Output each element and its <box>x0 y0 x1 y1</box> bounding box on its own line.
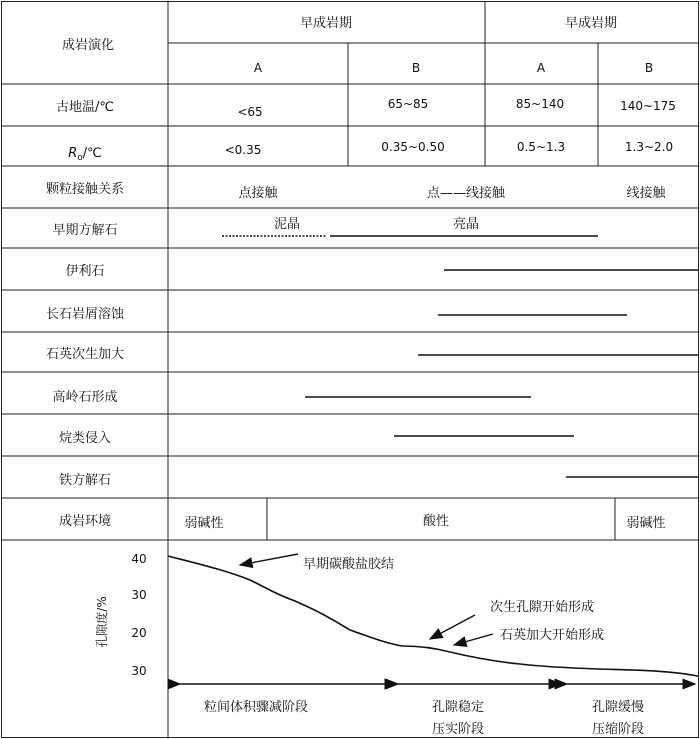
subheader-b-2: B <box>644 61 654 75</box>
ro-value-a1: <0.35 <box>224 143 262 157</box>
grain-contact-point-line: 点——线接触 <box>426 186 506 201</box>
header-early-diagenesis: 早成岩期 <box>299 16 353 31</box>
temperature-value-b1: 65~85 <box>387 97 429 111</box>
row-label-diagenetic-evolution: 成岩演化 <box>61 38 115 53</box>
row-label-kaolinite: 高岭石形成 <box>52 390 118 405</box>
row-label-ferrocalcite: 铁方解石 <box>58 473 112 488</box>
temperature-value-a2: 85~140 <box>515 97 565 111</box>
ro-value-a2: 0.5~1.3 <box>516 140 566 154</box>
row-label-feldspar-dissolution: 长石岩屑溶蚀 <box>45 307 125 322</box>
stage-label-stable-line1: 孔隙稳定 <box>431 700 485 715</box>
porosity-tick-30: 30 <box>131 588 147 602</box>
row-label-diagenetic-environment: 成岩环境 <box>58 514 112 529</box>
calcite-micrite-label: 泥晶 <box>273 217 301 232</box>
row-label-paleotemperature: 古地温/℃ <box>56 100 114 115</box>
row-label-vitrinite-reflectance: $R_o/℃$ <box>68 146 102 163</box>
arrow-quartz-overgrowth-onset <box>454 634 493 645</box>
subheader-b-1: B <box>411 61 421 75</box>
annotation-secondary-pore-formation: 次生孔隙开始形成 <box>490 600 595 615</box>
stage-label-stable-line2: 压实阶段 <box>431 722 485 737</box>
subheader-a-1: A <box>253 61 263 75</box>
calcite-sparry-label: 亮晶 <box>452 217 480 232</box>
temperature-value-b2: 140~175 <box>620 99 676 113</box>
environment-weakly-alkaline-left: 弱碱性 <box>184 516 224 531</box>
row-label-hydrocarbon-charge: 烷类侵入 <box>58 431 112 446</box>
stage-label-slow-line2: 压缩阶段 <box>591 722 645 737</box>
header-early-diagenesis-2: 早成岩期 <box>564 16 618 31</box>
stage-label-slow-line1: 孔隙缓慢 <box>591 700 645 715</box>
environment-weakly-alkaline-right: 弱碱性 <box>626 516 666 531</box>
row-label-illite: 伊利石 <box>65 264 105 279</box>
stage-label-rapid-reduction: 粒间体积骤减阶段 <box>203 700 309 715</box>
row-label-grain-contact: 颗粒接触关系 <box>45 182 125 197</box>
subheader-a-2: A <box>536 61 546 75</box>
porosity-tick-bottom: 30 <box>131 664 147 678</box>
grain-contact-line: 线接触 <box>626 186 666 201</box>
arrow-early-carbonate-cementation <box>240 554 298 565</box>
environment-acidic: 酸性 <box>422 514 450 529</box>
porosity-tick-40: 40 <box>131 552 147 566</box>
porosity-axis-label: 孔隙度/% <box>95 596 109 648</box>
row-label-early-calcite: 早期方解石 <box>52 223 118 238</box>
porosity-tick-20: 20 <box>131 626 147 640</box>
annotation-quartz-overgrowth-onset: 石英加大开始形成 <box>500 628 605 643</box>
annotation-early-carbonate-cementation: 早期碳酸盐胶结 <box>303 557 395 572</box>
porosity-curve <box>168 556 698 676</box>
ro-value-b2: 1.3~2.0 <box>624 140 674 154</box>
ro-value-b1: 0.35~0.50 <box>381 140 445 154</box>
arrow-secondary-pore-formation <box>430 615 475 639</box>
temperature-value-a1: <65 <box>237 105 263 119</box>
grain-contact-point: 点接触 <box>238 186 278 201</box>
row-label-quartz-overgrowth: 石英次生加大 <box>45 347 125 362</box>
